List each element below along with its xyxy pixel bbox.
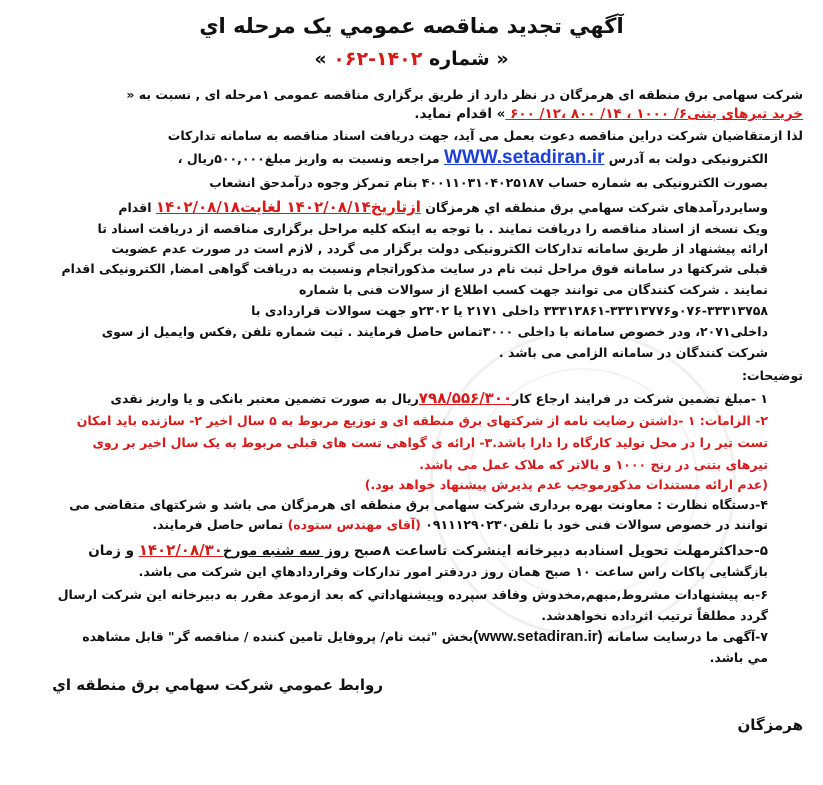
body-line-12: داخلی۲۰۷۱، ودر خصوص سامانه با داخلی ۳۰۰۰تماس حاصل فرمایند . ثبت شماره تلفن ,فکس وایمیل از سوی [101, 324, 768, 339]
body-line-4-a: الکترونیکی دولت به آدرس [604, 151, 768, 166]
notice-number [0, 48, 823, 70]
notes-heading: توضیحات: [742, 368, 803, 383]
body-line-3: لذا ازمتقاضیان شرکت دراین مناقصه دعوت بعمل می آید، جهت دریافت اسناد مناقصه به سامانه تدارکات [167, 128, 803, 143]
note-1-b: ریال به صورت تضمین معتبر بانکی و یا واریز نقدی [110, 391, 419, 406]
intro-line-1: شرکت سهامی برق منطقه ای هرمزگان در نظر دارد از طریق برگزاری مناقصه عمومی ۱مرحله ای , نسبت به « [126, 87, 803, 102]
notice-title: آگهي تجديد مناقصه عمومي يک مرحله اي [199, 14, 624, 38]
number-label: شماره [422, 48, 490, 70]
note-1 [110, 389, 768, 408]
note-4-line-2 [152, 516, 768, 534]
body-line-4 [178, 149, 768, 168]
product-list: خرید تیرهای بتنی۶/ ۱۰۰۰ ، ۱۴/ ۸۰۰ ،۱۲/ ۶۰۰ [505, 106, 803, 122]
signature-line-2: هرمزگان [737, 716, 803, 734]
body-line-9: قبلی شرکتها در سامانه فوق مراحل ثبت نام در سایت مذکوراتجام ونسبت به دریافت گواهی امضا, الکترونیکی اقدام [61, 261, 768, 276]
note-6-line-2: گردد مطلقاً ترتیب اثرداده نخواهدشد. [541, 608, 768, 623]
intro-line-2 [414, 105, 803, 123]
note-2-line-1: ۲- الزامات: ۱ -داشتن رضایت نامه از شرکتهای برق منطقه ای و توزیع مربوط به ۵ سال اخیر ۲- سازنده باید امکان [76, 413, 768, 428]
body-line-7: ویک نسخه از اسناد مناقصه را دریافت نمایند . با توجه به اینکه کلیه مراحل برگزاری مناقصه از دریافت اسناد تا [97, 221, 768, 236]
note-4-line-2-b: تماس حاصل فرمایند. [152, 517, 288, 532]
signature-line-1: روابط عمومي شرکت سهامي برق منطقه اي [52, 676, 383, 694]
note-5-line-1-b: و زمان [88, 543, 139, 559]
body-line-10: نمایند . شرکت کنندگان می توانند جهت کسب اطلاع از سوالات فنی با شماره [298, 282, 768, 297]
guarantee-amount: ۷۹۸/۵۵۶/۳۰۰ [418, 389, 513, 407]
note-4-line-2-a: توانند در خصوص سوالات فنی خود با تلفن۰۹۱۱۱۲۹۰۲۳۰ [420, 517, 768, 532]
body-line-8: ارائه پیشنهاد از طریق سامانه تدارکات الکترونیکی دولت برگزار می گردد , لازم است در صورت عدم عضویت [111, 241, 768, 256]
number-close: » [314, 48, 334, 70]
setadiran-link-2[interactable]: (www.setadiran.ir) [473, 628, 603, 645]
body-line-6-a: وسایردرآمدهای شرکت سهامي برق منطقه اي هرمزگان [420, 200, 768, 215]
body-line-6 [118, 198, 768, 217]
note-2-line-2: تست تیر را در محل تولید کارگاه را دارا باشد.۳- ارائه ی گواهی تست های قبلی مربوط به یک سال اخیر بر روی [92, 435, 768, 450]
note-7-line-1 [82, 628, 768, 646]
deadline-day: روز سه شنبه مورخ [222, 543, 350, 559]
deadline-date: ۱۴۰۲/۰۸/۳۰ [138, 541, 223, 559]
number-open: « [489, 48, 509, 70]
intro-line-2-rest: » اقدام نماید. [414, 106, 506, 122]
body-line-13: شرکت کنندگان در سامانه الزامی می باشد . [498, 345, 768, 360]
note-5-line-1-a: ۵-حداکثرمهلت تحویل اسنادبه دبیرخانه اینشرکت تاساعت ۸صبح [349, 543, 768, 559]
note-5-line-1 [88, 541, 768, 560]
body-line-6-b: اقدام [118, 200, 156, 215]
note-1-a: ۱ -مبلغ تضمین شرکت در فرایند ارجاع کار [512, 391, 768, 406]
body-line-5: بصورت الکترونیکی به شماره حساب ۴۰۰۱۱۰۳۱۰۴۰۲۵۱۸۷ بنام تمرکز وجوه درآمدحق انشعاب [209, 175, 768, 190]
note-5-line-2: بازگشایی پاکات راس ساعت ۱۰ صبح همان روز دردفتر امور تدارکات وقراردادهاي این شرکت می باشد. [138, 564, 768, 579]
document-date-range: ازتاریخ۱۴۰۲/۰۸/۱۴ لغایت۱۴۰۲/۰۸/۱۸ [155, 198, 421, 216]
note-2-line-3: تیرهای بتنی در رنج ۱۰۰۰ و بالاتر که ملاک عمل می باشد. [419, 457, 768, 472]
note-4-line-1: ۴-دستگاه نظارت : معاونت بهره برداری شرکت سهامی برق منطقه ای هرمزگان می باشد و شرکتهای متقاضی می [69, 497, 768, 512]
contact-name: (آقای مهندس ستوده) [287, 517, 421, 532]
note-6-line-1: ۶-به پیشنهادات مشروط,مبهم,مخدوش وفاقد سپرده وپیشنهاداتي که بعد ازموعد مقرر به دبیرخانه این شرکت ارسال [57, 587, 768, 602]
note-7-line-1-a: ۷-آگهی ما درسایت سامانه [602, 629, 768, 644]
number-value: ۱۴۰۲-۰۶۲ [333, 48, 423, 70]
note-2-line-4: (عدم ارائه مستندات مذکورموجب عدم پذیرش پیشنهاد خواهد بود.) [364, 477, 768, 492]
body-line-11: ۰۷۶-۳۳۳۱۳۷۵۸و۳۳۳۱۳۷۷۶-۳۳۳۱۳۸۶۱ داخلی ۲۱۷۱ یا ۲۳۰۲و جهت سوالات قراردادی با [251, 303, 768, 318]
note-7-line-2: مي باشد. [709, 650, 768, 665]
setadiran-link[interactable]: WWW.setadiran.ir [443, 147, 605, 168]
body-line-4-b: مراجعه ونسبت به واریز مبلغ۵۰۰,۰۰۰ریال ، [177, 151, 444, 166]
note-7-line-1-b: بخش "ثبت نام/ پروفایل تامین کننده / مناقصه گر" قابل مشاهده [82, 629, 474, 644]
